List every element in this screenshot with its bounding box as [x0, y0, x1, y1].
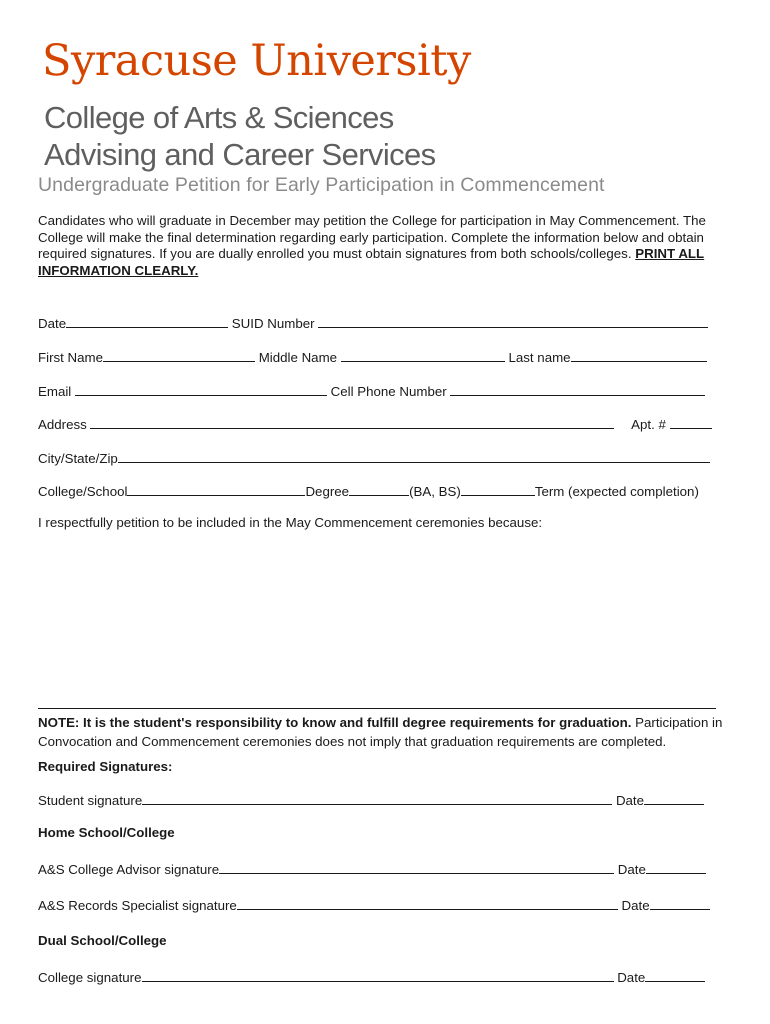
row-address — [38, 416, 712, 433]
home-school-heading: Home School/College — [38, 825, 175, 840]
address-field[interactable] — [90, 416, 614, 429]
college-signature-label: College signature — [38, 970, 142, 985]
university-logo: Syracuse University — [42, 36, 471, 86]
date-field[interactable] — [66, 315, 228, 328]
college-signature-field[interactable] — [142, 969, 614, 982]
middle-name-field[interactable] — [341, 349, 505, 362]
first-name-field[interactable] — [103, 349, 255, 362]
city-state-zip-field[interactable] — [118, 450, 710, 463]
petition-reason-line[interactable] — [38, 708, 716, 709]
dual-school-heading: Dual School/College — [38, 933, 167, 948]
note-bold: NOTE: It is the student's responsibility to know and fulfill degree requirements for graduation. — [38, 715, 632, 730]
term-label: Term (expected completion) — [534, 484, 699, 499]
row-college-signature — [38, 969, 705, 986]
records-date-label: Date — [621, 898, 650, 913]
last-name-field[interactable] — [571, 349, 707, 362]
row-student-signature — [38, 792, 704, 809]
email-label: Email — [38, 384, 72, 399]
records-signature-field[interactable] — [237, 897, 618, 910]
suid-label: SUID Number — [231, 316, 315, 331]
form-title: Undergraduate Petition for Early Participation in Commencement — [38, 174, 605, 196]
email-field[interactable] — [75, 383, 327, 396]
college-school-label: College/School — [38, 484, 128, 499]
middle-name-label: Middle Name — [258, 350, 338, 365]
department-name: Advising and Career Services — [44, 137, 436, 172]
row-email-phone — [38, 383, 705, 400]
degree-hint: (BA, BS) — [409, 484, 461, 499]
advisor-date-label: Date — [617, 862, 646, 877]
row-names — [38, 349, 707, 366]
note-text: Participation in Convocation and Commencement ceremonies does not imply that graduation requirements are completed. — [38, 715, 723, 749]
advisor-date-field[interactable] — [646, 861, 706, 874]
cell-phone-label: Cell Phone Number — [330, 384, 447, 399]
records-date-field[interactable] — [650, 897, 710, 910]
apt-field[interactable] — [670, 416, 712, 429]
records-signature-label: A&S Records Specialist signature — [38, 898, 237, 913]
college-date-label: Date — [617, 970, 646, 985]
student-date-field[interactable] — [644, 792, 704, 805]
city-state-zip-label: City/State/Zip — [38, 451, 118, 466]
petition-prompt: I respectfully petition to be included in the May Commencement ceremonies because: — [38, 515, 543, 530]
apt-label: Apt. # — [631, 417, 666, 432]
row-city-state-zip — [38, 450, 710, 467]
degree-field[interactable] — [349, 483, 409, 496]
row-college-degree-term — [38, 483, 699, 500]
degree-label: Degree — [305, 484, 350, 499]
cell-phone-field[interactable] — [450, 383, 705, 396]
student-signature-field[interactable] — [142, 792, 612, 805]
signatures-heading: Required Signatures: — [38, 759, 173, 774]
student-signature-label: Student signature — [38, 793, 143, 808]
advisor-signature-field[interactable] — [219, 861, 614, 874]
advisor-signature-label: A&S College Advisor signature — [38, 862, 220, 877]
print-clearly-notice: PRINT ALL INFORMATION CLEARLY. — [38, 246, 705, 278]
note-paragraph — [38, 713, 738, 751]
last-name-label: Last name — [508, 350, 571, 365]
intro-text: Candidates who will graduate in December may petition the College for participation in May Commencement. The College will make the final determination regarding early participation. Complete the information below and obtain required signatures. If you are dually enrolled you must obtain signatures from both schools/colleges. — [38, 213, 706, 262]
student-date-label: Date — [615, 793, 645, 808]
row-date-suid — [38, 315, 708, 332]
row-advisor-signature — [38, 861, 706, 878]
college-date-field[interactable] — [645, 969, 705, 982]
term-field[interactable] — [461, 483, 535, 496]
intro-paragraph — [38, 213, 738, 279]
first-name-label: First Name — [38, 350, 104, 365]
address-label: Address — [38, 417, 87, 432]
suid-field[interactable] — [318, 315, 708, 328]
row-records-signature — [38, 897, 710, 914]
college-name: College of Arts & Sciences — [44, 100, 394, 135]
date-label: Date — [38, 316, 67, 331]
college-school-field[interactable] — [127, 483, 305, 496]
